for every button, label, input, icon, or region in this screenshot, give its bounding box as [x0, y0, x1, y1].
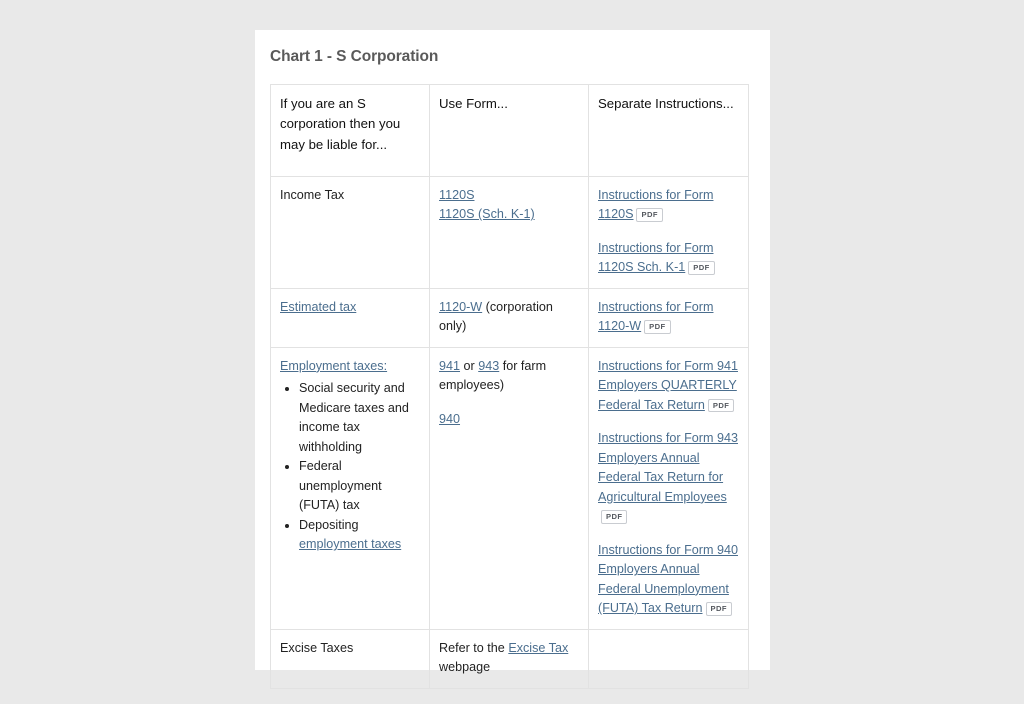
instructions-link-940[interactable]: Instructions for Form 940 Employers Annual Federal Unemployment (FUTA) Tax Return	[598, 542, 738, 616]
instructions-link-941[interactable]: Instructions for Form 941 Employers QUARTERLY Federal Tax Return	[598, 358, 738, 412]
instruction-block	[598, 186, 739, 225]
employment-taxes-bullet-list	[280, 379, 420, 555]
cell-separate-instructions	[589, 288, 749, 347]
table-row	[271, 629, 749, 688]
cell-use-form	[430, 629, 589, 688]
form-suffix-text: webpage	[439, 660, 491, 675]
liable-for-text: Income Tax	[280, 187, 345, 202]
liable-for-text: Excise Taxes	[280, 640, 354, 655]
pdf-icon: PDF	[688, 261, 714, 274]
form-conjunction-text: or	[463, 358, 475, 373]
list-item	[299, 516, 420, 555]
instructions-link-1120-w[interactable]: Instructions for Form 1120-W	[598, 299, 714, 334]
instructions-link-1120s[interactable]: Instructions for Form 1120S	[598, 187, 714, 222]
list-item: • Social security and Medicare taxes and income tax withholding	[299, 379, 420, 457]
form-line-940	[439, 410, 579, 430]
column-header-liable-for: If you are an S corporation then you may be liable for...	[271, 84, 430, 176]
form-link-941[interactable]: 941	[439, 358, 461, 373]
cell-separate-instructions	[589, 629, 749, 688]
form-link-940[interactable]: 940	[439, 411, 461, 426]
cell-use-form	[430, 347, 589, 629]
form-link-1120s-k1-wrap	[439, 205, 579, 225]
instruction-block	[598, 239, 739, 278]
form-link-943[interactable]: 943	[478, 358, 500, 373]
form-link-1120s-sch-k1[interactable]: 1120S (Sch. K-1)	[439, 207, 535, 222]
instruction-block	[598, 298, 739, 337]
bullet-link-employment-taxes[interactable]: employment taxes	[299, 537, 402, 552]
page-title: Chart 1 - S Corporation	[270, 48, 439, 65]
table-header-row	[271, 84, 749, 176]
cell-separate-instructions	[589, 176, 749, 288]
table-row	[271, 288, 749, 347]
list-item: • Federal unemployment (FUTA) tax	[299, 457, 420, 516]
instructions-link-943[interactable]: Instructions for Form 943 Employers Annual Federal Tax Return for Agricultural Employees	[598, 431, 738, 504]
table-row	[271, 176, 749, 288]
instruction-block	[598, 541, 739, 619]
pdf-icon: PDF	[644, 320, 670, 333]
chart-1-s-corporation-table	[270, 84, 749, 689]
pdf-icon: PDF	[636, 208, 662, 221]
card-inner	[255, 30, 770, 689]
pdf-icon: PDF	[708, 399, 734, 412]
cell-liable-for	[271, 629, 430, 688]
column-header-use-form: Use Form...	[430, 84, 589, 176]
pdf-icon: PDF	[706, 602, 732, 615]
instruction-block	[598, 429, 739, 527]
instructions-link-1120s-sch-k1[interactable]: Instructions for Form 1120S Sch. K-1	[598, 240, 714, 275]
cell-use-form	[430, 176, 589, 288]
cell-liable-for	[271, 288, 430, 347]
form-line-941-943	[439, 357, 579, 396]
liable-for-link-employment-taxes[interactable]: Employment taxes:	[280, 358, 388, 373]
column-header-separate-instructions: Separate Instructions...	[589, 84, 749, 176]
cell-use-form	[430, 288, 589, 347]
table-row	[271, 347, 749, 629]
form-link-excise-tax[interactable]: Excise Tax	[508, 640, 569, 655]
cell-liable-for	[271, 176, 430, 288]
content-card	[255, 30, 770, 675]
cell-separate-instructions	[589, 347, 749, 629]
form-suffix-text: (corporation only)	[439, 299, 553, 334]
cell-liable-for	[271, 347, 430, 629]
instruction-block	[598, 357, 739, 416]
list-item-text: Depositing	[299, 517, 359, 532]
form-prefix-text: Refer to the	[439, 640, 505, 655]
form-link-1120s[interactable]: 1120S	[439, 187, 475, 202]
form-tail-text: for farm employees)	[439, 358, 547, 393]
form-link-1120-w[interactable]: 1120-W	[439, 299, 483, 314]
form-link-1120s-wrap	[439, 186, 579, 206]
pdf-icon: PDF	[601, 510, 627, 523]
liable-for-link-estimated-tax[interactable]: Estimated tax	[280, 299, 357, 314]
